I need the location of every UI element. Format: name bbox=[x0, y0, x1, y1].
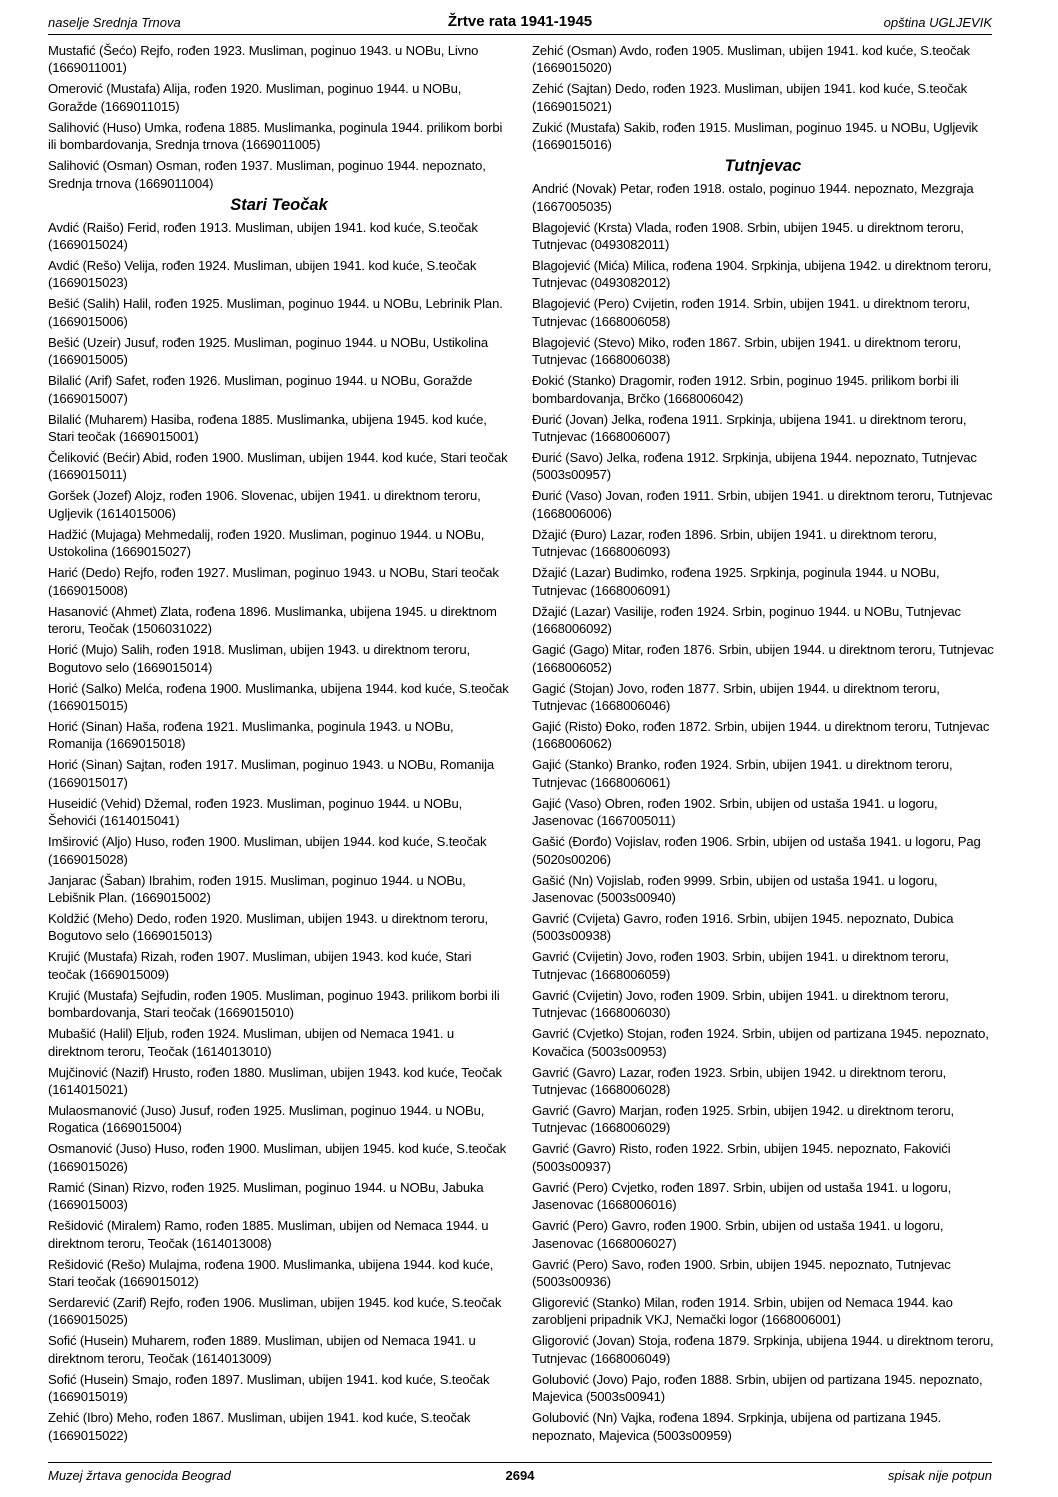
victim-entry: Rešidović (Rešo) Mulajma, rođena 1900. Muslimanka, ubijena 1944. kod kuće, Stari teočak (1669015012) bbox=[48, 1256, 494, 1289]
footer-note: spisak nije potpun bbox=[887, 1468, 992, 1483]
victim-entry: Harić (Dedo) Rejfo, rođen 1927. Musliman, poginuo 1943. u NOBu, Stari teočak (1669015008) bbox=[48, 565, 499, 598]
victim-entry: Mubašić (Halil) Eljub, rođen 1924. Musliman, ubijen od Nemaca 1941. u direktnom teroru, Teočak (1614013010) bbox=[48, 1026, 454, 1059]
victim-entry: Gavrić (Pero) Savo, rođen 1900. Srbin, ubijen 1945. nepoznato, Tutnjevac (5003s00936) bbox=[532, 1256, 951, 1289]
victim-entry: Đurić (Jovan) Jelka, rođena 1911. Srpkinja, ubijena 1941. u direktnom teroru, Tutnjevac (1668006007) bbox=[532, 411, 967, 445]
victim-entry: Đurić (Savo) Jelka, rođena 1912. Srpkinja, ubijena 1944. nepoznato, Tutnjevac (5003s00957) bbox=[532, 450, 977, 483]
victim-entry: Đurić (Vaso) Jovan, rođen 1911. Srbin, ubijen 1941. u direktnom teroru, Tutnjevac (1668006006) bbox=[532, 488, 993, 521]
victim-entry: Blagojević (Krsta) Vlada, rođen 1908. Srbin, ubijen 1945. u direktnom teroru, Tutnjevac (0493082011) bbox=[532, 219, 964, 253]
victim-entry: Koldžić (Meho) Dedo, rođen 1920. Musliman, ubijen 1943. u direktnom teroru, Bogutovo selo (1669015013) bbox=[48, 910, 488, 944]
victim-entry: Zehić (Sajtan) Dedo, rođen 1923. Musliman, ubijen 1941. kod kuće, S.teočak (1669015021) bbox=[532, 81, 968, 114]
victim-entry: Sofić (Husein) Smajo, rođen 1897. Musliman, ubijen 1941. kod kuće, S.teočak (1669015019) bbox=[48, 1371, 490, 1405]
victim-entry: Bešić (Salih) Halil, rođen 1925. Musliman, poginuo 1944. u NOBu, Lebrinik Plan. (1669015006) bbox=[48, 296, 503, 329]
victim-entry: Čeliković (Bećir) Abid, rođen 1900. Musliman, ubijen 1944. kod kuće, Stari teočak (1669015011) bbox=[48, 450, 508, 483]
victim-entry: Huseidić (Vehid) Džemal, rođen 1923. Musliman, poginuo 1944. u NOBu, Šehovići (1614015041) bbox=[48, 795, 463, 829]
right-column bbox=[532, 42, 994, 1448]
victim-entry: Hadžić (Mujaga) Mehmedalij, rođen 1920. Musliman, poginuo 1944. u NOBu, Ustokolina (1669015027) bbox=[48, 526, 485, 560]
victim-entry: Horić (Sinan) Haša, rođena 1921. Muslimanka, poginula 1943. u NOBu, Romanija (1669015018) bbox=[48, 718, 454, 752]
victim-entry: Mujčinović (Nazif) Hrusto, rođen 1880. Musliman, ubijen 1943. kod kuće, Teočak (1614015021) bbox=[48, 1064, 502, 1097]
victim-entry: Gajić (Risto) Đoko, rođen 1872. Srbin, ubijen 1944. u direktnom teroru, Tutnjevac (1668006062) bbox=[532, 718, 990, 752]
victim-entry: Zehić (Ibro) Meho, rođen 1867. Musliman, ubijen 1941. kod kuće, S.teočak (1669015022) bbox=[48, 1410, 471, 1443]
victim-entry: Bešić (Uzeir) Jusuf, rođen 1925. Musliman, poginuo 1944. u NOBu, Ustikolina (1669015005) bbox=[48, 334, 488, 368]
victim-entry: Golubović (Nn) Vajka, rođena 1894. Srpkinja, ubijena od partizana 1945. nepoznato, Majevica (5003s00959) bbox=[532, 1410, 942, 1443]
victim-entry: Gavrić (Cvijeta) Gavro, rođen 1916. Srbin, ubijen 1945. nepoznato, Dubica (5003s00938) bbox=[532, 910, 954, 944]
victim-entry: Sofić (Husein) Muharem, rođen 1889. Musliman, ubijen od Nemaca 1941. u direktnom teroru, Teočak (1614013009) bbox=[48, 1333, 476, 1366]
victim-entry: Gajić (Stanko) Branko, rođen 1924. Srbin, ubijen 1941. u direktnom teroru, Tutnjevac (1668006061) bbox=[532, 757, 953, 790]
victim-entry: Krujić (Mustafa) Rizah, rođen 1907. Musliman, ubijen 1943. kod kuće, Stari teočak (1669015009) bbox=[48, 949, 472, 982]
victim-entry: Gavrić (Gavro) Marjan, rođen 1925. Srbin, ubijen 1942. u direktnom teroru, Tutnjevac (1668006029) bbox=[532, 1102, 954, 1136]
victim-entry: Gavrić (Cvjetko) Stojan, rođen 1924. Srbin, ubijen od partizana 1945. nepoznato, Kovačica (5003s00953) bbox=[532, 1026, 989, 1059]
victim-entry: Gavrić (Cvijetin) Jovo, rođen 1909. Srbin, ubijen 1941. u direktnom teroru, Tutnjevac (1668006030) bbox=[532, 987, 949, 1021]
victim-entry: Rešidović (Miralem) Ramo, rođen 1885. Musliman, ubijen od Nemaca 1944. u direktnom teroru, Teočak (1614013008) bbox=[48, 1218, 489, 1251]
victim-entry: Gagić (Stojan) Jovo, rođen 1877. Srbin, ubijen 1944. u direktnom teroru, Tutnjevac (1668006046) bbox=[532, 680, 940, 713]
victim-entry: Serdarević (Zarif) Rejfo, rođen 1906. Musliman, ubijen 1945. kod kuće, S.teočak (1669015025) bbox=[48, 1295, 502, 1328]
page-header bbox=[48, 12, 992, 35]
header-municipality: opština UGLJEVIK bbox=[883, 15, 992, 30]
victim-entry: Đokić (Stanko) Dragomir, rođen 1912. Srbin, poginuo 1945. prilikom borbi ili bombardovanja, Brčko (1668006042) bbox=[532, 373, 959, 406]
victim-entry: Osmanović (Juso) Huso, rođen 1900. Musliman, ubijen 1945. kod kuće, S.teočak (1669015026) bbox=[48, 1141, 507, 1174]
victim-entry: Gajić (Vaso) Obren, rođen 1902. Srbin, ubijen od ustaša 1941. u logoru, Jasenovac (1667005011) bbox=[532, 795, 938, 829]
victim-entry: Mustafić (Šećo) Rejfo, rođen 1923. Musliman, poginuo 1943. u NOBu, Livno (1669011001) bbox=[48, 43, 479, 76]
victim-entry: Blagojević (Stevo) Miko, rođen 1867. Srbin, ubijen 1941. u direktnom teroru, Tutnjevac (1668006038) bbox=[532, 334, 961, 368]
victim-entry: Zukić (Mustafa) Sakib, rođen 1915. Musliman, poginuo 1945. u NOBu, Ugljevik (1669015016) bbox=[532, 119, 978, 153]
victim-entry: Gagić (Gago) Mitar, rođen 1876. Srbin, ubijen 1944. u direktnom teroru, Tutnjevac (1668006052) bbox=[532, 642, 994, 675]
victim-entry: Horić (Salko) Melća, rođena 1900. Muslimanka, ubijena 1944. kod kuće, S.teočak (1669015015) bbox=[48, 680, 509, 713]
victim-entry: Horić (Mujo) Salih, rođen 1918. Musliman, ubijen 1943. u direktnom teroru, Bogutovo selo (1669015014) bbox=[48, 642, 470, 675]
page-number: 2694 bbox=[505, 1468, 535, 1483]
header-settlement: naselje Srednja Trnova bbox=[48, 15, 181, 30]
victim-entry: Janjarac (Šaban) Ibrahim, rođen 1915. Musliman, poginuo 1944. u NOBu, Lebišnik Plan. (1669015002) bbox=[48, 872, 466, 905]
victim-entry: Gašić (Nn) Vojislab, rođen 9999. Srbin, ubijen od ustaša 1941. u logoru, Jasenovac (5003s00940) bbox=[532, 872, 938, 905]
victim-entry: Gašić (Đorđo) Vojislav, rođen 1906. Srbin, ubijen od ustaša 1941. u logoru, Pag (5020s00206) bbox=[532, 834, 981, 867]
victim-entry: Horić (Sinan) Sajtan, rođen 1917. Musliman, poginuo 1943. u NOBu, Romanija (1669015017) bbox=[48, 757, 494, 790]
victim-entry: Avdić (Rešo) Velija, rođen 1924. Musliman, ubijen 1941. kod kuće, S.teočak (1669015023) bbox=[48, 258, 477, 291]
victim-entry: Ramić (Sinan) Rizvo, rođen 1925. Musliman, poginuo 1944. u NOBu, Jabuka (1669015003) bbox=[48, 1179, 484, 1213]
victim-entry: Blagojević (Mića) Milica, rođena 1904. Srpkinja, ubijena 1942. u direktnom teroru, Tutnjevac (0493082012) bbox=[532, 258, 992, 291]
settlement-section-title: Stari Teočak bbox=[230, 195, 328, 214]
victim-entry: Omerović (Mustafa) Alija, rođen 1920. Musliman, poginuo 1944. u NOBu, Goražde (1669011015) bbox=[48, 81, 462, 114]
footer-museum: Muzej žrtava genocida Beograd bbox=[48, 1468, 231, 1483]
victim-entry: Džajić (Lazar) Vasilije, rođen 1924. Srbin, poginuo 1944. u NOBu, Tutnjevac (1668006092) bbox=[532, 603, 961, 637]
victim-entry: Golubović (Jovo) Pajo, rođen 1888. Srbin, ubijen od partizana 1945. nepoznato, Majevica (5003s00941) bbox=[532, 1371, 983, 1405]
victim-entry: Džajić (Đuro) Lazar, rođen 1896. Srbin, ubijen 1941. u direktnom teroru, Tutnjevac (1668006093) bbox=[532, 526, 937, 560]
document-page bbox=[48, 12, 992, 1487]
victim-entry: Bilalić (Arif) Safet, rođen 1926. Musliman, poginuo 1944. u NOBu, Goražde (1669015007) bbox=[48, 373, 473, 406]
victim-entry: Bilalić (Muharem) Hasiba, rođena 1885. Muslimanka, ubijena 1945. kod kuće, Stari teočak (1669015001) bbox=[48, 411, 487, 445]
victim-entry: Gavrić (Pero) Cvjetko, rođen 1897. Srbin, ubijen od ustaša 1941. u logoru, Jasenovac (1668006016) bbox=[532, 1179, 952, 1213]
victim-entry: Imširović (Aljo) Huso, rođen 1900. Musliman, ubijen 1944. kod kuće, S.teočak (1669015028) bbox=[48, 834, 487, 867]
victim-entry: Salihović (Huso) Umka, rođena 1885. Muslimanka, poginula 1944. prilikom borbi ili bombardovanja, Srednja trnova (1669011005) bbox=[48, 119, 503, 153]
victim-entry: Gligorović (Jovan) Stoja, rođena 1879. Srpkinja, ubijena 1944. u direktnom teroru, Tutnjevac (1668006049) bbox=[532, 1333, 994, 1366]
victim-entry: Gavrić (Pero) Gavro, rođen 1900. Srbin, ubijen od ustaša 1941. u logoru, Jasenovac (1668006027) bbox=[532, 1218, 944, 1251]
victim-entry: Salihović (Osman) Osman, rođen 1937. Musliman, poginuo 1944. nepoznato, Srednja trnova (1669011004) bbox=[48, 158, 486, 191]
victim-entry: Goršek (Jozef) Alojz, rođen 1906. Slovenac, ubijen 1941. u direktnom teroru, Ugljevik (1614015006) bbox=[48, 488, 481, 521]
victim-entry: Andrić (Novak) Petar, rođen 1918. ostalo, poginuo 1944. nepoznato, Mezgraja (1667005035) bbox=[532, 181, 974, 214]
victim-entry: Avdić (Raišo) Ferid, rođen 1913. Musliman, ubijen 1941. kod kuće, S.teočak (1669015024) bbox=[48, 219, 478, 253]
victim-entry: Hasanović (Ahmet) Zlata, rođena 1896. Muslimanka, ubijena 1945. u direktnom teroru, Teočak (1506031022) bbox=[48, 603, 497, 637]
header-title: Žrtve rata 1941-1945 bbox=[447, 13, 593, 30]
victim-entry: Džajić (Lazar) Budimko, rođena 1925. Srpkinja, poginula 1944. u NOBu, Tutnjevac (1668006091) bbox=[532, 565, 940, 598]
settlement-section-title: Tutnjevac bbox=[724, 157, 802, 176]
victim-entry: Zehić (Osman) Avdo, rođen 1905. Musliman, ubijen 1941. kod kuće, S.teočak (1669015020) bbox=[532, 43, 970, 76]
victim-entry: Gavrić (Gavro) Risto, rođen 1922. Srbin, ubijen 1945. nepoznato, Fakovići (5003s00937) bbox=[532, 1141, 951, 1174]
victim-entry: Gavrić (Cvijetin) Jovo, rođen 1903. Srbin, ubijen 1941. u direktnom teroru, Tutnjevac (1668006059) bbox=[532, 949, 949, 982]
victim-entry: Krujić (Mustafa) Sejfudin, rođen 1905. Musliman, poginuo 1943. prilikom borbi ili bombardovanja, Stari teočak (1669015010) bbox=[48, 987, 500, 1021]
victim-entry: Gavrić (Gavro) Lazar, rođen 1923. Srbin, ubijen 1942. u direktnom teroru, Tutnjevac (1668006028) bbox=[532, 1064, 947, 1097]
victim-entry: Blagojević (Pero) Cvijetin, rođen 1914. Srbin, ubijen 1941. u direktnom teroru, Tutnjevac (1668006058) bbox=[532, 296, 970, 329]
page-footer bbox=[48, 1462, 992, 1485]
left-column bbox=[48, 42, 510, 1448]
victim-entry: Gligorević (Stanko) Milan, rođen 1914. Srbin, ubijen od Nemaca 1944. kao zarobljeni pripadnik VKJ, Nemački logor (1668006001) bbox=[532, 1295, 953, 1328]
victim-entry: Mulaosmanović (Juso) Jusuf, rođen 1925. Musliman, poginuo 1944. u NOBu, Rogatica (1669015004) bbox=[48, 1102, 485, 1136]
